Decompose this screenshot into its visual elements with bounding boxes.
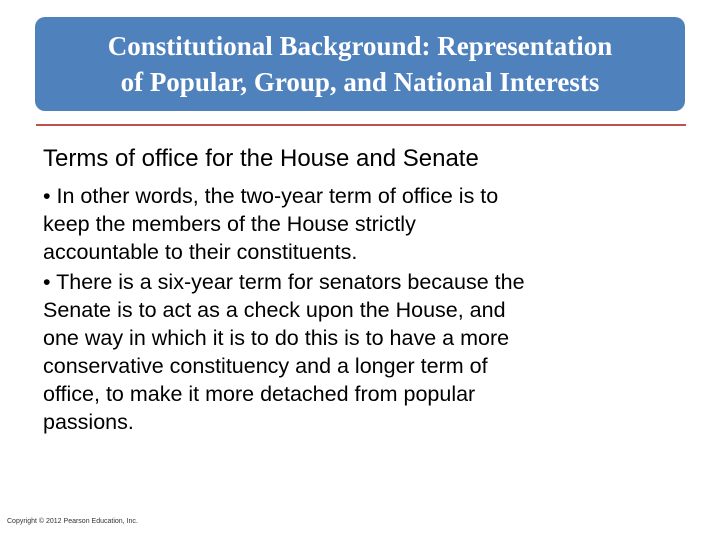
bullet-text-line: one way in which it is to do this is to have a more: [43, 326, 510, 350]
title-banner: [35, 17, 685, 111]
title-divider: [36, 124, 686, 126]
bullet-text-line: • In other words, the two-year term of office is to: [43, 184, 499, 208]
bullet-text-line: keep the members of the House strictly: [43, 212, 416, 236]
bullet-text-line: office, to make it more detached from popular: [43, 382, 476, 406]
bullet-text-line: • There is a six-year term for senators because the: [43, 270, 525, 294]
title-line-2: of Popular, Group, and National Interests: [120, 67, 600, 97]
slide-body: [43, 144, 693, 438]
subheading: Terms of office for the House and Senate: [43, 145, 479, 172]
title-line-1: Constitutional Background: Representation: [107, 31, 613, 61]
bullet-text-line: conservative constituency and a longer term of: [43, 354, 488, 378]
bullet-six-year-term: [43, 268, 693, 436]
bullet-text-line: Senate is to act as a check upon the House, and: [43, 298, 506, 322]
bullet-two-year-term: [43, 182, 693, 266]
copyright-notice: Copyright © 2012 Pearson Education, Inc.: [7, 518, 138, 525]
bullet-text-line: passions.: [43, 410, 134, 434]
bullet-text-line: accountable to their constituents.: [43, 240, 358, 264]
